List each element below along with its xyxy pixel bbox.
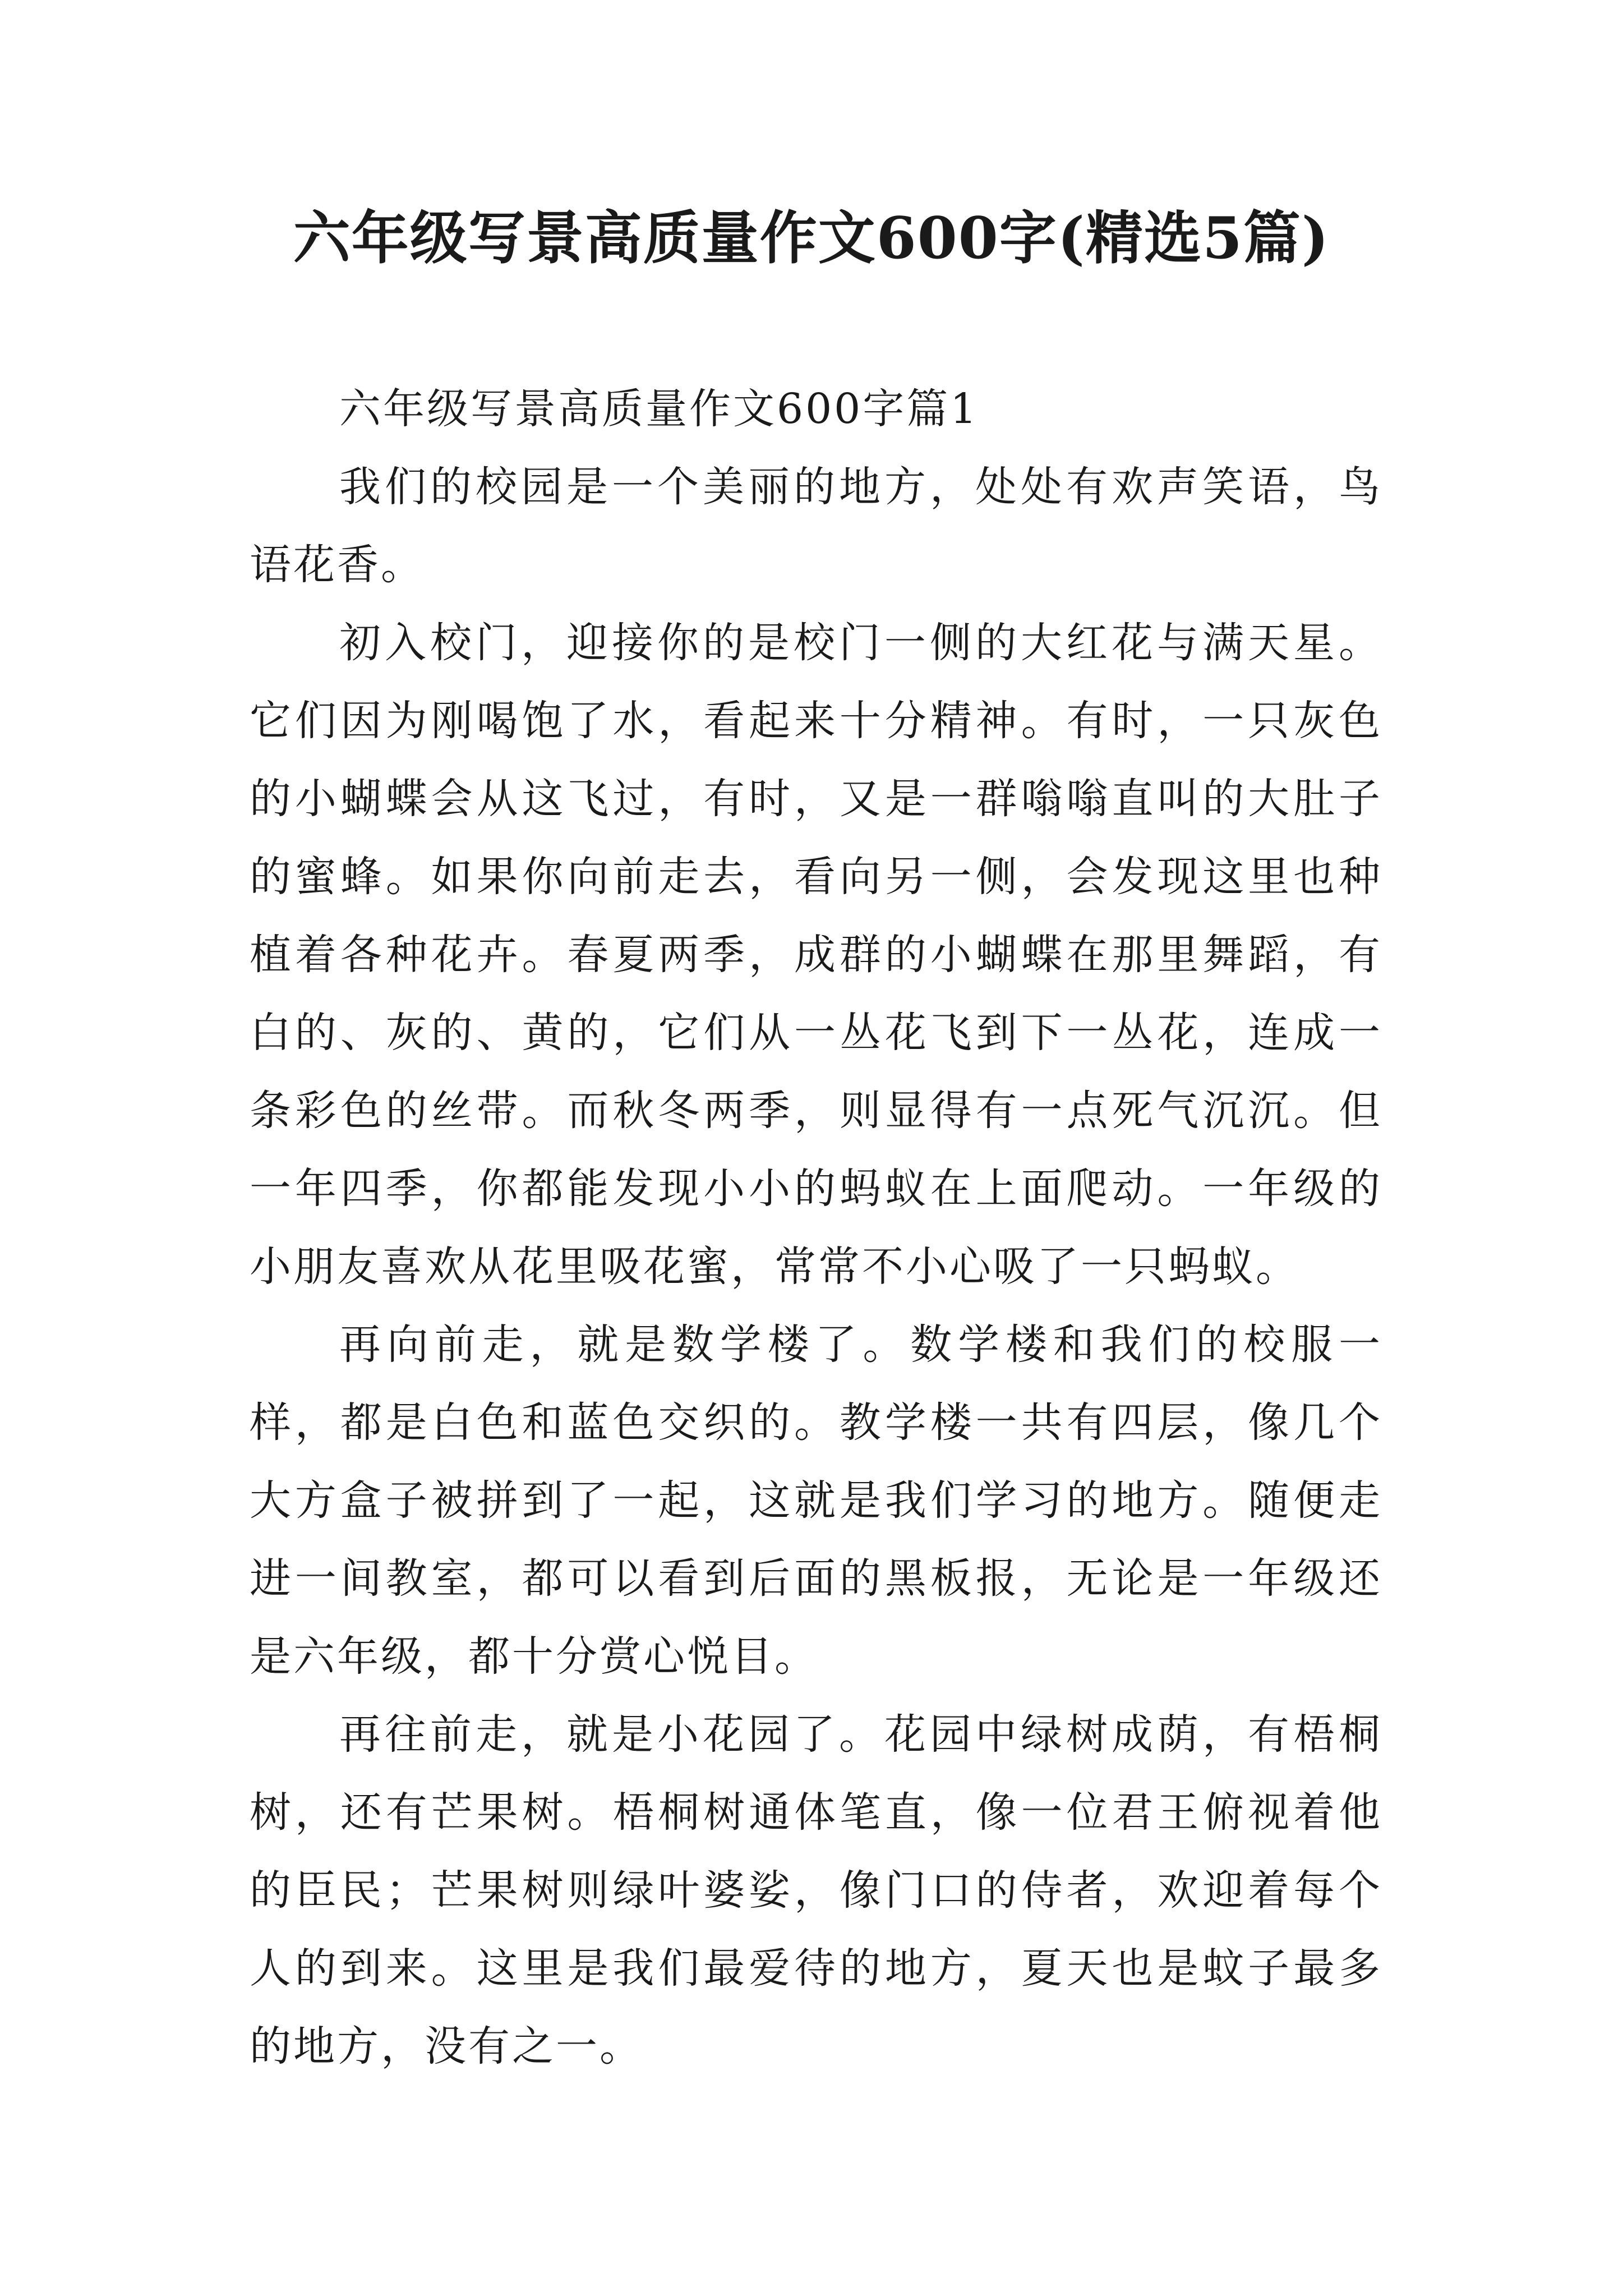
paragraph: 再向前走，就是数学楼了。数学楼和我们的校服一样，都是白色和蓝色交织的。教学楼一共有四层，像几个大方盒子被拼到了一起，这就是我们学习的地方。随便走进一间教室，都可以看到后面的黑板报，无论是一年级还是六年级，都十分赏心悦目。 (250, 1320, 1382, 1681)
document-body (250, 370, 1382, 2086)
document-title: 六年级写景高质量作文600字(精选5篇) (293, 205, 1330, 272)
paragraph: 再往前走，就是小花园了。花园中绿树成荫，有梧桐树，还有芒果树。梧桐树通体笔直，像一位君王俯视着他的臣民；芒果树则绿叶婆娑，像门口的侍者，欢迎着每个人的到来。这里是我们最爱待的地方，夏天也是蚊子最多的地方，没有之一。 (250, 1710, 1382, 2070)
paragraph: 初入校门，迎接你的是校门一侧的大红花与满天星。它们因为刚喝饱了水，看起来十分精神。有时，一只灰色的小蝴蝶会从这飞过，有时，又是一群嗡嗡直叫的大肚子的蜜蜂。如果你向前走去，看向另一侧，会发现这里也种植着各种花卉。春夏两季，成群的小蝴蝶在那里舞蹈，有白的、灰的、黄的，它们从一丛花飞到下一丛花，连成一条彩色的丝带。而秋冬两季，则显得有一点死气沉沉。但一年四季，你都能发现小小的蚂蚁在上面爬动。一年级的小朋友喜欢从花里吸花蜜，常常不小心吸了一只蚂蚁。 (250, 619, 1382, 1291)
section-heading: 六年级写景高质量作文600字篇1 (339, 385, 979, 433)
paragraph: 我们的校园是一个美丽的地方，处处有欢声笑语，鸟语花香。 (250, 463, 1382, 589)
